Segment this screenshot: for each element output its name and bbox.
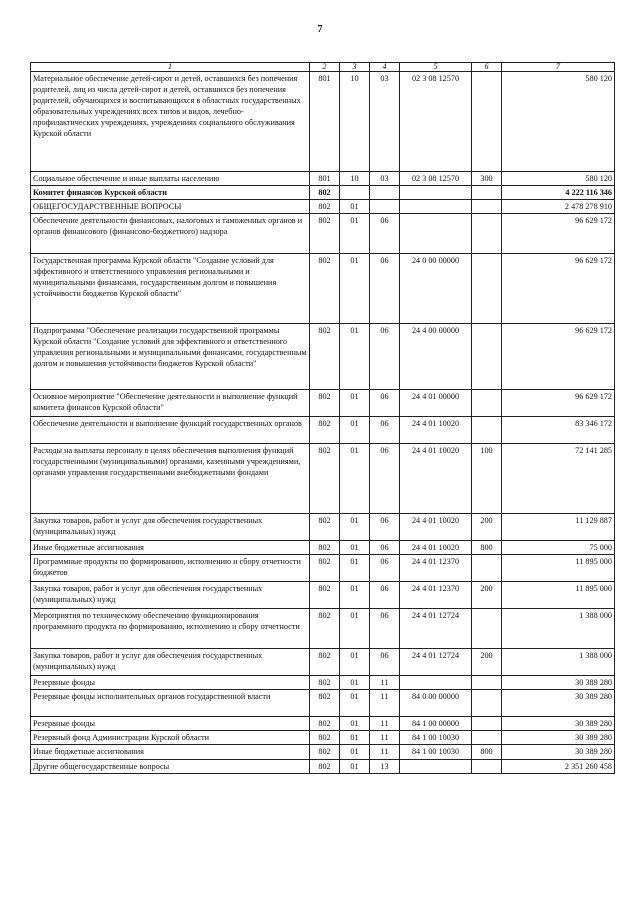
row-amount: 580 120: [502, 72, 615, 172]
row-amount: 96 629 172: [502, 324, 615, 390]
budget-table: [30, 62, 615, 774]
row-amount: 30 389 280: [502, 717, 615, 731]
row-ministry-code: 801: [310, 172, 340, 186]
row-expense-type: [472, 214, 502, 254]
table-row: [31, 676, 615, 690]
row-expense-type: [472, 609, 502, 649]
row-target-article: 84 1 00 10030: [400, 745, 472, 759]
row-name: Резервные фонды: [31, 676, 310, 690]
budget-table-body: [31, 72, 615, 774]
page-number: 7: [317, 24, 323, 35]
row-amount: 96 629 172: [502, 390, 615, 417]
row-section-code: 01: [340, 254, 370, 324]
row-subsection-code: 06: [370, 649, 400, 676]
row-expense-type: [472, 676, 502, 690]
row-name: Комитет финансов Курской области: [31, 186, 310, 200]
row-target-article: 24 0 00 00000: [400, 254, 472, 324]
row-ministry-code: 802: [310, 676, 340, 690]
row-target-article: [400, 200, 472, 214]
row-expense-type: [472, 390, 502, 417]
row-expense-type: [472, 417, 502, 444]
row-name: Мероприятия по техническому обеспечению функционирования программного продукта по формированию, исполнению и сбору отчетности: [31, 609, 310, 649]
row-ministry-code: 801: [310, 72, 340, 172]
row-section-code: 01: [340, 717, 370, 731]
row-target-article: 24 4 01 00000: [400, 390, 472, 417]
table-row: [31, 541, 615, 555]
row-ministry-code: 802: [310, 254, 340, 324]
row-name: Иные бюджетные ассигнования: [31, 745, 310, 759]
row-subsection-code: 06: [370, 609, 400, 649]
row-subsection-code: [370, 200, 400, 214]
row-name: Обеспечение деятельности и выполнение функций государственных органов: [31, 417, 310, 444]
row-ministry-code: 802: [310, 417, 340, 444]
table-row: [31, 690, 615, 717]
row-target-article: 24 4 01 12370: [400, 555, 472, 582]
row-name: Резервные фонды исполнительных органов государственной власти: [31, 690, 310, 717]
row-section-code: 01: [340, 324, 370, 390]
row-name: Резервный фонд Администрации Курской области: [31, 731, 310, 745]
row-expense-type: [472, 731, 502, 745]
row-amount: 30 389 280: [502, 731, 615, 745]
row-ministry-code: 802: [310, 717, 340, 731]
row-expense-type: [472, 186, 502, 200]
row-amount: 2 351 260 458: [502, 759, 615, 773]
table-row: [31, 200, 615, 214]
row-name: Иные бюджетные ассигнования: [31, 541, 310, 555]
column-header: 2: [310, 63, 340, 72]
row-section-code: 01: [340, 200, 370, 214]
row-expense-type: 200: [472, 514, 502, 541]
row-target-article: 24 4 01 12724: [400, 649, 472, 676]
row-expense-type: 200: [472, 649, 502, 676]
row-ministry-code: 802: [310, 214, 340, 254]
row-section-code: 01: [340, 690, 370, 717]
table-row: [31, 417, 615, 444]
row-subsection-code: 06: [370, 555, 400, 582]
row-expense-type: [472, 200, 502, 214]
table-row: [31, 324, 615, 390]
table-row: [31, 186, 615, 200]
row-expense-type: [472, 254, 502, 324]
row-section-code: 10: [340, 172, 370, 186]
table-row: [31, 254, 615, 324]
table-row: [31, 609, 615, 649]
row-section-code: 01: [340, 555, 370, 582]
row-amount: 11 129 887: [502, 514, 615, 541]
row-name: Резервные фонды: [31, 717, 310, 731]
row-subsection-code: 11: [370, 676, 400, 690]
row-amount: 4 222 116 346: [502, 186, 615, 200]
row-section-code: 01: [340, 444, 370, 514]
row-ministry-code: 802: [310, 745, 340, 759]
row-section-code: 01: [340, 582, 370, 609]
row-subsection-code: 06: [370, 214, 400, 254]
column-header: 4: [370, 63, 400, 72]
row-target-article: 02 3 08 12570: [400, 172, 472, 186]
row-amount: 580 120: [502, 172, 615, 186]
row-name: Программные продукты по формированию, исполнению и сбору отчетности бюджетов: [31, 555, 310, 582]
table-row: [31, 582, 615, 609]
row-target-article: 24 4 01 10020: [400, 514, 472, 541]
row-name: Закупка товаров, работ и услуг для обеспечения государственных (муниципальных) нужд: [31, 514, 310, 541]
row-section-code: 01: [340, 417, 370, 444]
row-name: Государственная программа Курской области "Создание условий для эффективного и ответственного управления региональными и муниципальными финансами, государственным долгом и повышения устойчивости бюджетов Курской области": [31, 254, 310, 324]
row-ministry-code: 802: [310, 555, 340, 582]
row-subsection-code: 06: [370, 254, 400, 324]
row-ministry-code: 802: [310, 444, 340, 514]
row-amount: 30 389 280: [502, 676, 615, 690]
row-subsection-code: [370, 186, 400, 200]
row-subsection-code: 06: [370, 417, 400, 444]
table-row: [31, 72, 615, 172]
row-subsection-code: 13: [370, 759, 400, 773]
row-amount: 1 388 000: [502, 649, 615, 676]
column-header: 3: [340, 63, 370, 72]
row-amount: 1 388 000: [502, 609, 615, 649]
row-target-article: 84 1 00 10030: [400, 731, 472, 745]
row-expense-type: [472, 555, 502, 582]
row-subsection-code: 11: [370, 745, 400, 759]
row-expense-type: [472, 324, 502, 390]
row-ministry-code: 802: [310, 582, 340, 609]
row-expense-type: 800: [472, 541, 502, 555]
row-amount: 11 895 000: [502, 582, 615, 609]
row-subsection-code: 03: [370, 172, 400, 186]
row-target-article: 24 4 01 10020: [400, 444, 472, 514]
row-target-article: 02 3 08 12570: [400, 72, 472, 172]
column-number-row: [31, 63, 615, 72]
row-name: Расходы на выплаты персоналу в целях обеспечения выполнения функций государственными (муниципальными) органами, казенными учреждениями, органами управления государственными внебюджетными фондами: [31, 444, 310, 514]
row-ministry-code: 802: [310, 541, 340, 555]
row-expense-type: 100: [472, 444, 502, 514]
column-header: 6: [472, 63, 502, 72]
row-name: Другие общегосударственные вопросы: [31, 759, 310, 773]
row-name: Обеспечение деятельности финансовых, налоговых и таможенных органов и органов финансового (финансово-бюджетного) надзора: [31, 214, 310, 254]
table-row: [31, 745, 615, 759]
table-row: [31, 514, 615, 541]
table-row: [31, 717, 615, 731]
column-header: 7: [502, 63, 615, 72]
row-name: Основное мероприятие "Обеспечение деятельности и выполнение функций комитета финансов Курской области": [31, 390, 310, 417]
table-row: [31, 390, 615, 417]
row-amount: 30 389 280: [502, 690, 615, 717]
row-target-article: 24 4 01 12724: [400, 609, 472, 649]
row-ministry-code: 802: [310, 324, 340, 390]
row-amount: 96 629 172: [502, 254, 615, 324]
table-row: [31, 444, 615, 514]
table-row: [31, 649, 615, 676]
table-row: [31, 555, 615, 582]
row-amount: 11 895 000: [502, 555, 615, 582]
row-amount: 96 629 172: [502, 214, 615, 254]
row-ministry-code: 802: [310, 200, 340, 214]
row-name: Закупка товаров, работ и услуг для обеспечения государственных (муниципальных) нужд: [31, 582, 310, 609]
row-section-code: 01: [340, 514, 370, 541]
row-section-code: 01: [340, 390, 370, 417]
row-section-code: 01: [340, 214, 370, 254]
row-amount: 83 346 172: [502, 417, 615, 444]
row-expense-type: [472, 690, 502, 717]
row-name: Закупка товаров, работ и услуг для обеспечения государственных (муниципальных) нужд: [31, 649, 310, 676]
row-ministry-code: 802: [310, 390, 340, 417]
row-expense-type: 300: [472, 172, 502, 186]
row-name: Материальное обеспечение детей-сирот и детей, оставшихся без попечения родителей, лиц из числа детей-сирот и детей, оставшихся без попечения родителей, обучающихся и воспитывающихся в областных государственных образовательных учреждениях всех типов и видов, лечебно-профилактических учреждениях, учреждениях социального обслуживания Курской области: [31, 72, 310, 172]
row-name: ОБЩЕГОСУДАРСТВЕННЫЕ ВОПРОСЫ: [31, 200, 310, 214]
row-amount: 2 478 278 910: [502, 200, 615, 214]
row-target-article: 84 0 00 00000: [400, 690, 472, 717]
row-ministry-code: 802: [310, 514, 340, 541]
row-expense-type: 200: [472, 582, 502, 609]
row-ministry-code: 802: [310, 609, 340, 649]
table-row: [31, 172, 615, 186]
row-expense-type: [472, 717, 502, 731]
row-subsection-code: 06: [370, 541, 400, 555]
row-target-article: 24 4 01 12370: [400, 582, 472, 609]
row-subsection-code: 06: [370, 324, 400, 390]
row-expense-type: [472, 759, 502, 773]
row-name: Подпрограмма "Обеспечение реализации государственной программы Курской области "Создание условий для эффективного и ответственного управления региональными и муниципальными финансами, государственным долгом и повышения устойчивости бюджетов Курской области": [31, 324, 310, 390]
row-subsection-code: 06: [370, 444, 400, 514]
row-target-article: [400, 759, 472, 773]
row-target-article: [400, 214, 472, 254]
row-section-code: 01: [340, 676, 370, 690]
row-target-article: 24 4 01 10020: [400, 417, 472, 444]
row-subsection-code: 11: [370, 690, 400, 717]
row-amount: 75 000: [502, 541, 615, 555]
row-expense-type: [472, 72, 502, 172]
row-ministry-code: 802: [310, 731, 340, 745]
row-ministry-code: 802: [310, 649, 340, 676]
row-target-article: 24 4 00 00000: [400, 324, 472, 390]
table-row: [31, 731, 615, 745]
row-section-code: 01: [340, 759, 370, 773]
row-section-code: 10: [340, 72, 370, 172]
row-subsection-code: 11: [370, 717, 400, 731]
row-amount: 72 141 285: [502, 444, 615, 514]
row-target-article: 84 1 00 00000: [400, 717, 472, 731]
row-target-article: 24 4 01 10020: [400, 541, 472, 555]
row-name: Социальное обеспечение и иные выплаты населению: [31, 172, 310, 186]
row-target-article: [400, 186, 472, 200]
row-section-code: 01: [340, 731, 370, 745]
row-subsection-code: 03: [370, 72, 400, 172]
table-row: [31, 214, 615, 254]
row-section-code: 01: [340, 541, 370, 555]
row-subsection-code: 06: [370, 390, 400, 417]
row-target-article: [400, 676, 472, 690]
column-header: 5: [400, 63, 472, 72]
row-expense-type: 800: [472, 745, 502, 759]
row-section-code: [340, 186, 370, 200]
row-subsection-code: 06: [370, 582, 400, 609]
row-ministry-code: 802: [310, 690, 340, 717]
row-subsection-code: 11: [370, 731, 400, 745]
row-section-code: 01: [340, 609, 370, 649]
table-row: [31, 759, 615, 773]
row-subsection-code: 06: [370, 514, 400, 541]
row-section-code: 01: [340, 649, 370, 676]
row-ministry-code: 802: [310, 759, 340, 773]
row-ministry-code: 802: [310, 186, 340, 200]
row-amount: 30 389 280: [502, 745, 615, 759]
column-header: 1: [31, 63, 310, 72]
row-section-code: 01: [340, 745, 370, 759]
